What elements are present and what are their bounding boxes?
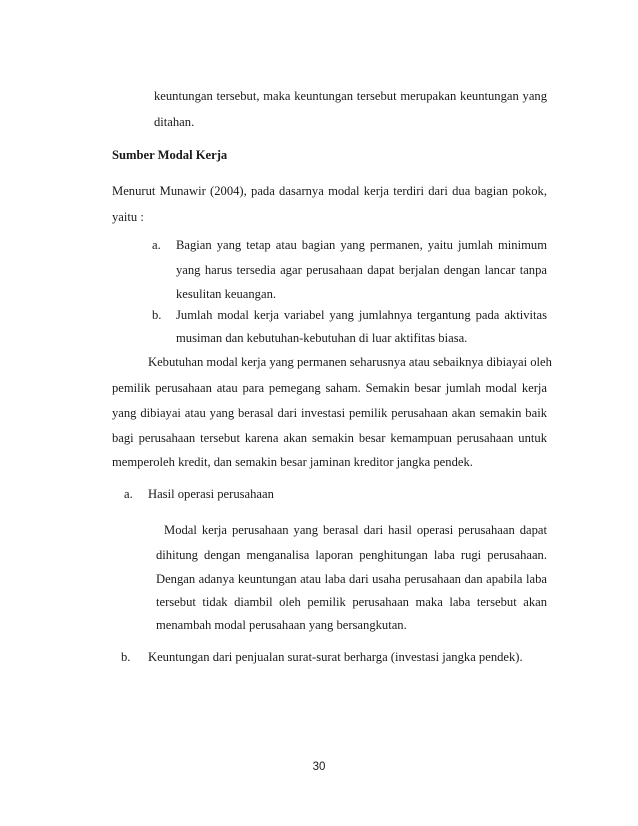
text-line: memperoleh kredit, dan semakin besar jaminan kreditor jangka pendek. (112, 455, 473, 469)
text-line: Jumlah modal kerja variabel yang jumlahnya tergantung pada aktivitas (176, 308, 547, 322)
list-item-title: Hasil operasi perusahaan (148, 487, 274, 501)
text-line: bagi perusahaan tersebut karena akan semakin besar kemampuan perusahaan untuk (112, 431, 547, 445)
text-line: tersebut tidak diambil oleh pemilik perusahaan maka laba tersebut akan (156, 595, 547, 609)
text-line: Dengan adanya keuntungan atau laba dari usaha perusahaan dan apabila laba (156, 572, 547, 586)
text-line: Menurut Munawir (2004), pada dasarnya modal kerja terdiri dari dua bagian pokok, (112, 184, 547, 198)
text-line: menambah modal perusahaan yang bersangkutan. (156, 618, 407, 632)
text-line: Modal kerja perusahaan yang berasal dari hasil operasi perusahaan dapat (164, 523, 547, 537)
text-line: kesulitan keuangan. (176, 287, 277, 301)
text-line: yang dibiayai atau yang berasal dari investasi pemilik perusahaan akan semakin baik (112, 406, 547, 420)
text-line: musiman dan kebutuhan-kebutuhan di luar aktifitas biasa. (176, 331, 468, 345)
list-marker: a. (152, 238, 161, 252)
text-line: pemilik perusahaan atau para pemegang saham. Semakin besar jumlah modal kerja (112, 381, 547, 395)
section-heading: Sumber Modal Kerja (112, 148, 228, 162)
list-marker: b. (121, 650, 131, 664)
list-item-title: Keuntungan dari penjualan surat-surat berharga (investasi jangka pendek). (148, 650, 523, 664)
text-line: Bagian yang tetap atau bagian yang permanen, yaitu jumlah minimum (176, 238, 547, 252)
list-marker: a. (124, 487, 133, 501)
text-line: yang harus tersedia agar perusahaan dapat berjalan dengan lancar tanpa (176, 263, 547, 277)
text-line: yaitu : (112, 210, 144, 224)
text-line: ditahan. (154, 115, 195, 129)
text-line: dihitung dengan menganalisa laporan penghitungan laba rugi perusahaan. (156, 548, 547, 562)
page-number: 30 (312, 761, 326, 773)
list-marker: b. (152, 308, 162, 322)
text-line: keuntungan tersebut, maka keuntungan tersebut merupakan keuntungan yang (154, 89, 547, 103)
text-line: Kebutuhan modal kerja yang permanen seharusnya atau sebaiknya dibiayai oleh (148, 355, 552, 369)
